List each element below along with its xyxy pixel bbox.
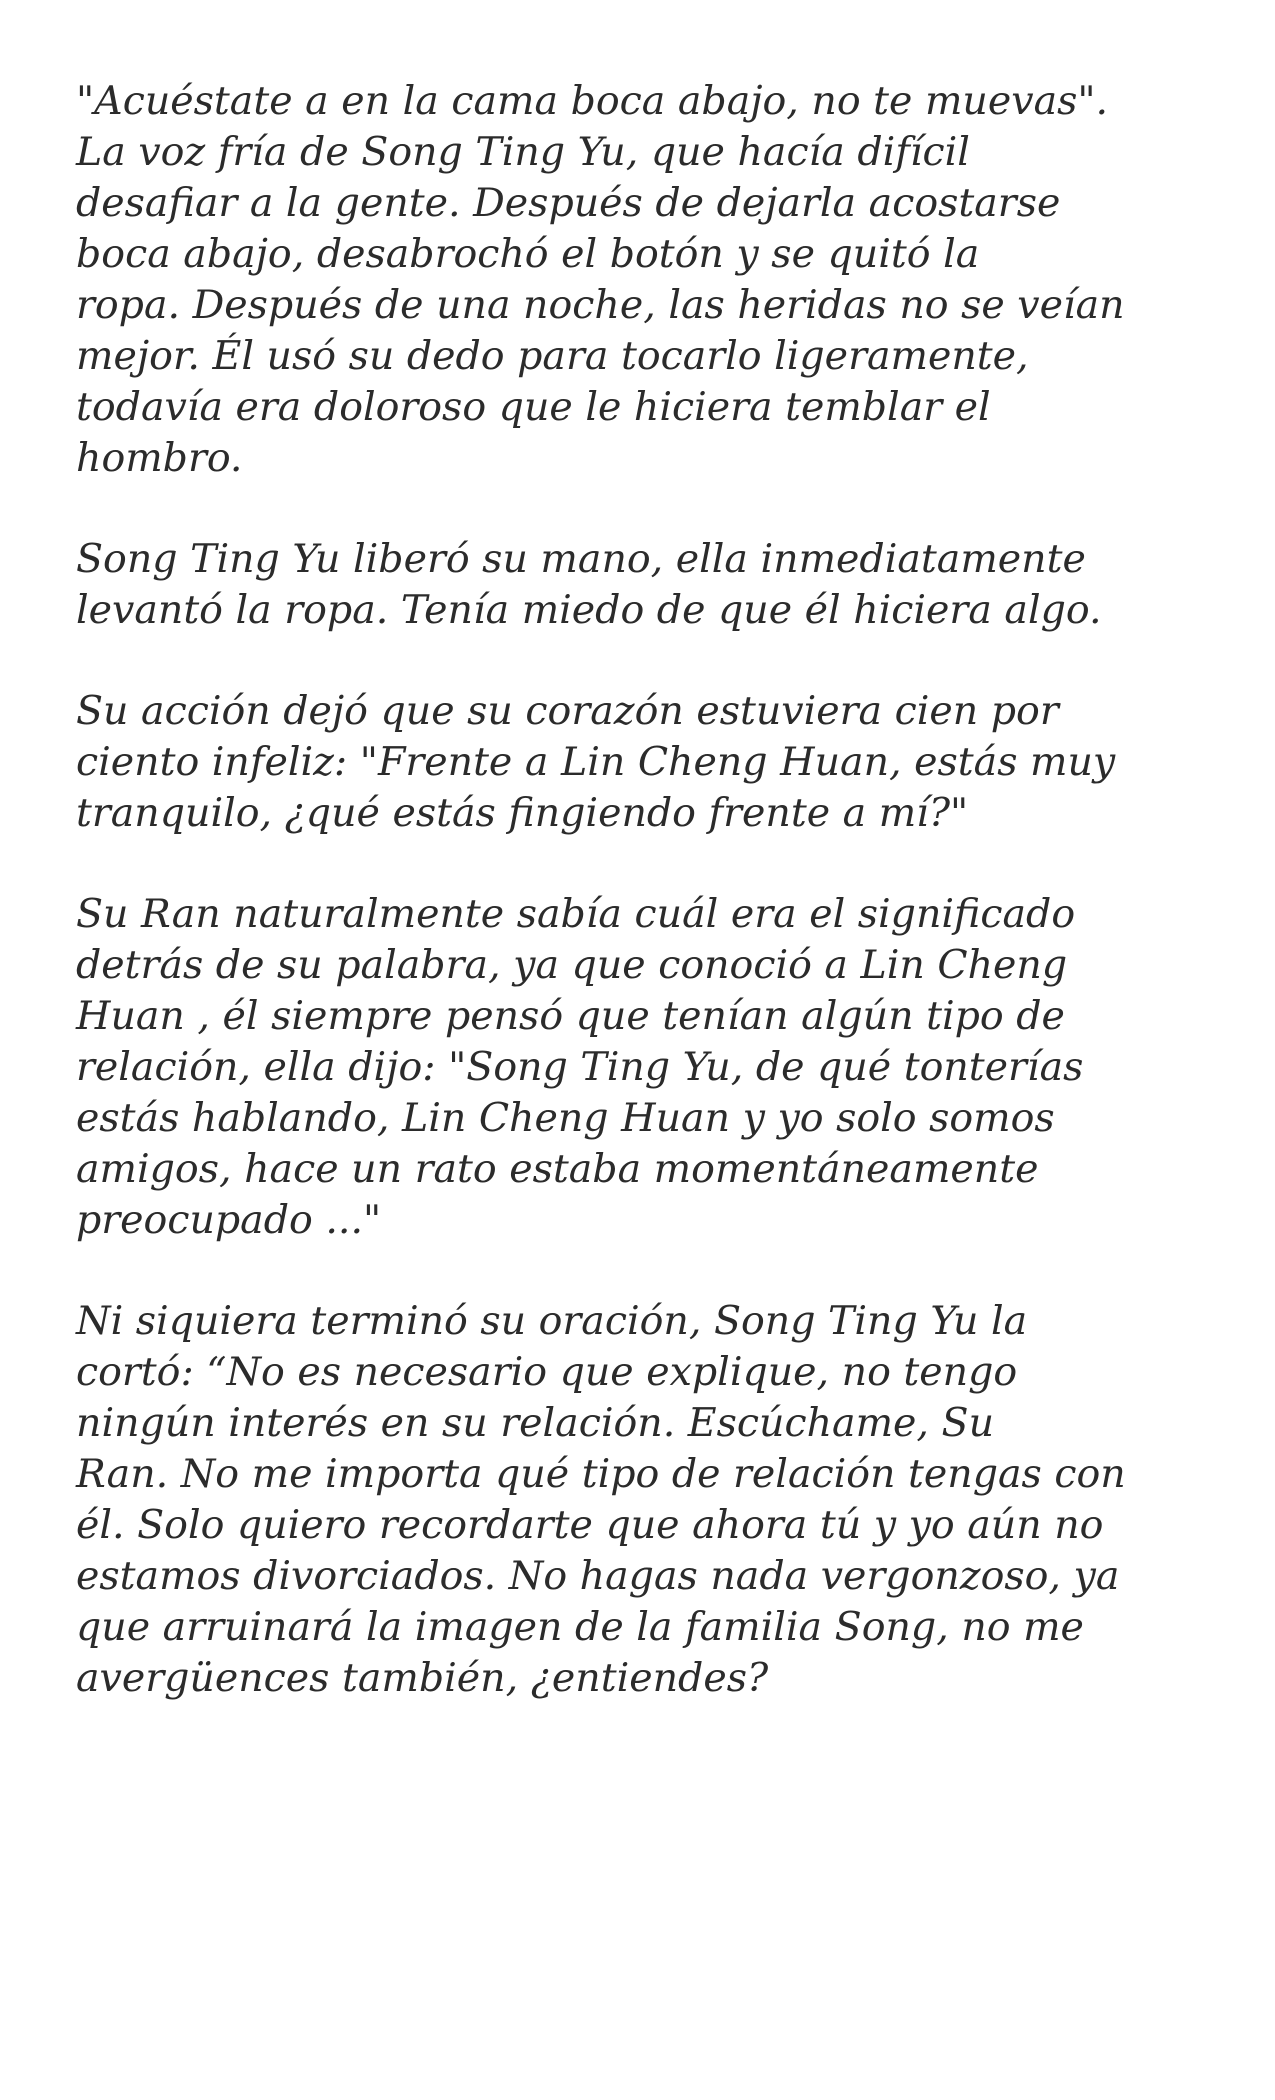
story-text bbox=[76, 76, 1216, 1754]
paragraph: Su Ran naturalmente sabía cuál era el significado detrás de su palabra, ya que conoció a Lin Cheng Huan , él siempre pensó que tenían algún tipo de relación, ella dijo: "Song Ting Yu, de qué tonterías estás hablando, Lin Cheng Huan y yo solo somos amigos, hace un rato estaba momentáneamente preocupado ..." bbox=[76, 891, 1084, 1243]
paragraph: "Acuéstate a en la cama boca abajo, no te muevas". La voz fría de Song Ting Yu, que hacía difícil desafiar a la gente. Después de dejarla acostarse boca abajo, desabrochó el botón y se quitó la ropa. Después de una noche, las heridas no se veían mejor. Él usó su dedo para tocarlo ligeramente, todavía era doloroso que le hiciera temblar el hombro. bbox=[76, 78, 1125, 481]
paragraph: Song Ting Yu liberó su mano, ella inmediatamente levantó la ropa. Tenía miedo de que él hiciera algo. bbox=[76, 536, 1102, 633]
paragraph: Ni siquiera terminó su oración, Song Ting Yu la cortó: “No es necesario que explique, no tengo ningún interés en su relación. Escúchame, Su Ran. No me importa qué tipo de relación tengas con él. Solo quiero recordarte que ahora tú y yo aún no estamos divorciados. No hagas nada vergonzoso, ya que arruinará la imagen de la familia Song, no me avergüences también, ¿entiendes? bbox=[76, 1298, 1126, 1701]
paragraph: Su acción dejó que su corazón estuviera cien por ciento infeliz: "Frente a Lin Cheng Huan, estás muy tranquilo, ¿qué estás fingiendo frente a mí?" bbox=[76, 688, 1116, 836]
